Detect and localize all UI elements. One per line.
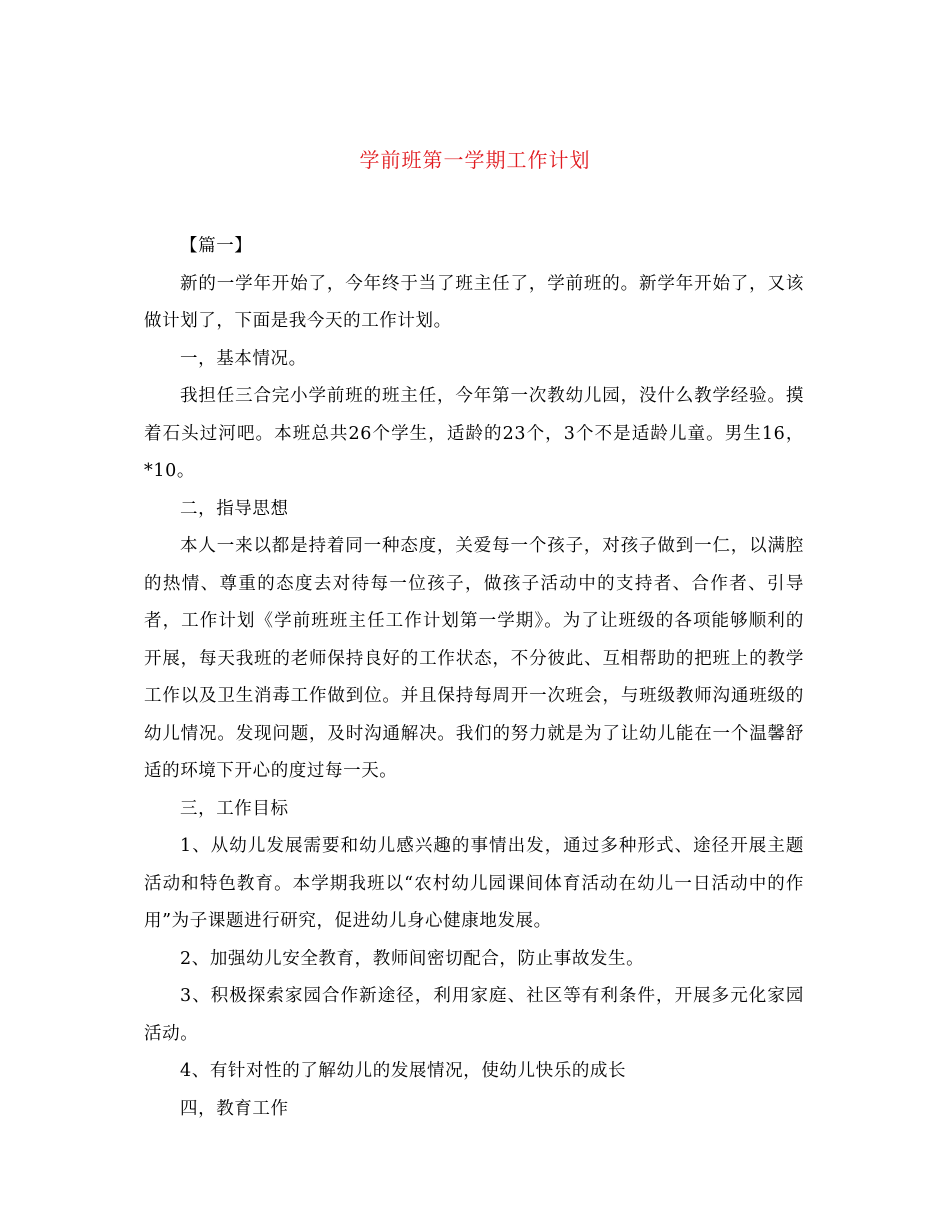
- section-label: 【篇一】: [180, 236, 253, 256]
- heading-education-work: 四，教育工作: [180, 1098, 289, 1119]
- document-body: [144, 228, 804, 1128]
- goal-item-2: 2、加强幼儿安全教育，教师间密切配合，防止事故发生。: [180, 948, 645, 969]
- heading-work-goals: 三，工作目标: [180, 798, 289, 819]
- goal-item-1: 1、从幼儿发展需要和幼儿感兴趣的事情出发，通过多种形式、途径开展主题活动和特色教育。本学期我班以“农村幼儿园课间体育活动在幼儿一日活动中的作用”为子课题进行研究，促进幼儿身心健康地发展。: [144, 836, 804, 931]
- guiding-ideology-paragraph: 本人一来以都是持着同一种态度，关爱每一个孩子，对孩子做到一仁，以满腔的热情、尊重的态度去对待每一位孩子，做孩子活动中的支持者、合作者、引导者，工作计划《学前班班主任工作计划第一学期》。为了让班级的各项能够顺利的开展，每天我班的老师保持良好的工作状态，不分彼此、互相帮助的把班上的教学工作以及卫生消毒工作做到位。并且保持每周开一次班会，与班级教师沟通班级的幼儿情况。发现问题，及时沟通解决。我们的努力就是为了让幼儿能在一个温馨舒适的环境下开心的度过每一天。: [144, 536, 804, 781]
- goal-item-4: 4、有针对性的了解幼儿的发展情况，使幼儿快乐的成长: [180, 1061, 627, 1081]
- basic-situation-paragraph: 我担任三合完小学前班的班主任，今年第一次教幼儿园，没什么教学经验。摸着石头过河吧。本班总共26个学生，适龄的23个，3个不是适龄儿童。男生16，*10。: [144, 386, 804, 481]
- goal-item-3: 3、积极探索家园合作新途径，利用家庭、社区等有利条件，开展多元化家园活动。: [144, 986, 804, 1044]
- heading-guiding-ideology: 二，指导思想: [180, 498, 289, 519]
- intro-paragraph: 新的一学年开始了，今年终于当了班主任了，学前班的。新学年开始了，又该做计划了，下面是我今天的工作计划。: [144, 273, 804, 331]
- heading-basic-situation: 一，基本情况。: [180, 348, 307, 369]
- document-title: 学前班第一学期工作计划: [359, 148, 591, 172]
